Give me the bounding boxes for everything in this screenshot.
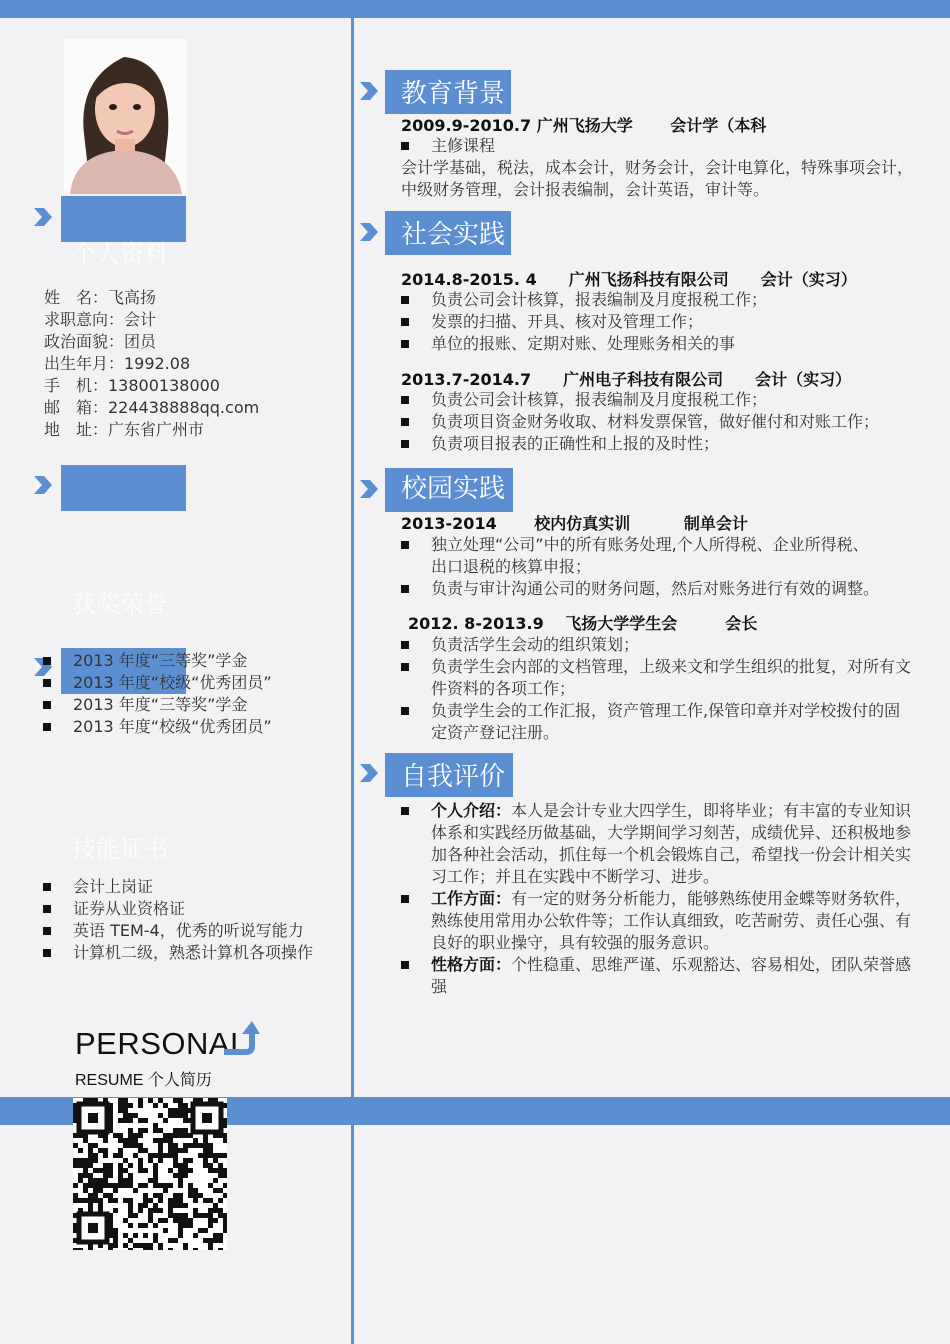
awards-list <box>43 650 272 738</box>
list-item: 英语 TEM-4，优秀的听说写能力 <box>43 920 313 942</box>
info-address: 地 址：广东省广州市 <box>44 420 205 439</box>
education-line: 2009.9-2010.7 广州飞扬大学 会计学（本科 <box>401 116 767 135</box>
skills-list <box>43 876 313 964</box>
job-duties <box>398 634 916 744</box>
profile-heading: 个人资料 <box>72 240 168 268</box>
chevron-right-icon <box>358 221 380 243</box>
item-label: 个人介绍： <box>431 801 512 820</box>
awards-heading: 获奖荣誉 <box>72 590 168 618</box>
list-item: 2013 年度“校级“优秀团员” <box>43 716 272 738</box>
info-political: 政治面貌：团员 <box>44 332 157 351</box>
list-item: 独立处理“公司”中的所有账务处理,个人所得税、企业所得税、出口退税的核算申报； <box>398 534 883 578</box>
column-divider-bottom <box>351 1125 354 1344</box>
self-heading: 自我评价 <box>401 762 506 792</box>
list-item <box>398 954 916 998</box>
qr-code <box>73 1098 227 1250</box>
list-item: 负责学生会内部的文档管理，上级来文和学生组织的批复，对所有文件资料的各项工作； <box>398 656 916 700</box>
job-title: 2013-2014 校内仿真实训 制单会计 <box>401 514 748 533</box>
list-item: 2013 年度“校级“优秀团员” <box>43 672 272 694</box>
list-item: 负责与审计沟通公司的财务问题，然后对账务进行有效的调整。 <box>398 578 883 600</box>
personal-info <box>44 287 259 441</box>
list-item: 负责活学生会动的组织策划； <box>398 634 916 656</box>
list-item: 发票的扫描、开具、核对及管理工作； <box>398 311 883 333</box>
info-name: 姓 名：飞高扬 <box>44 288 157 307</box>
list-item: 单位的报账、定期对账、处理账务相关的事 <box>398 333 883 355</box>
list-item: 负责公司会计核算，报表编制及月度报税工作； <box>398 289 883 311</box>
list-item <box>398 800 916 888</box>
skills-heading: 技能证书 <box>72 835 168 863</box>
list-item: 证券从业资格证 <box>43 898 313 920</box>
info-phone: 手 机：13800138000 <box>44 376 220 395</box>
social-heading: 社会实践 <box>401 220 506 250</box>
job-duties <box>398 289 883 355</box>
chevron-right-icon <box>32 474 54 496</box>
list-item: 2013 年度“三等奖”学金 <box>43 694 272 716</box>
job-duties <box>398 534 883 600</box>
chevron-right-icon <box>32 206 54 228</box>
list-item: 会计上岗证 <box>43 876 313 898</box>
item-label: 性格方面： <box>431 955 512 974</box>
info-birth: 出生年月：1992.08 <box>44 354 191 373</box>
list-item <box>398 888 916 954</box>
job-title: 2012. 8-2013.9 飞扬大学学生会 会长 <box>408 614 758 633</box>
chevron-right-icon <box>358 478 380 500</box>
education-courses: 会计学基础，税法，成本会计，财务会计，会计电算化，特殊事项会计，中级财务管理，会计报表编制，会计英语，审计等。 <box>401 158 914 199</box>
chevron-right-icon <box>358 762 380 784</box>
list-item: 计算机二级，熟悉计算机各项操作 <box>43 942 313 964</box>
list-item: 主修课程 <box>398 135 883 157</box>
arrow-up-icon <box>222 1018 260 1058</box>
list-item: 2013 年度“三等奖”学金 <box>43 650 272 672</box>
info-email: 邮 箱：224438888qq.com <box>44 398 260 417</box>
self-evaluation-list <box>398 800 916 998</box>
list-item: 负责学生会的工作汇报，资产管理工作,保管印章并对学校拨付的固定资产登记注册。 <box>398 700 916 744</box>
item-label: 工作方面： <box>431 889 512 908</box>
item-text: 个性稳重、思维严谨、乐观豁达、容易相处，团队荣誉感强 <box>431 955 912 996</box>
job-title: 2014.8-2015. 4 广州飞扬科技有限公司 会计（实习） <box>401 270 857 289</box>
list-item: 负责项目报表的正确性和上报的及时性； <box>398 433 883 455</box>
job-title: 2013.7-2014.7 广州电子科技有限公司 会计（实习） <box>401 370 852 389</box>
info-objective: 求职意向：会计 <box>44 310 157 329</box>
list-item: 负责公司会计核算，报表编制及月度报税工作； <box>398 389 883 411</box>
list-item: 负责项目资金财务收取、材料发票保管，做好催付和对账工作； <box>398 411 883 433</box>
campus-heading: 校园实践 <box>401 474 506 504</box>
column-divider <box>351 18 354 1097</box>
brand-title: PERSONAL <box>75 1026 248 1061</box>
job-duties <box>398 389 883 455</box>
item-text: 本人是会计专业大四学生，即将毕业；有丰富的专业知识体系和实践经历做基础，大学期间学习刻苦，成绩优异、还积极地参加各种社会活动，抓住每一个机会锻炼自己，希望找一份会计相关实习工作；并且在实践中不断学习、进步。 <box>431 801 912 886</box>
profile-photo <box>64 39 187 194</box>
brand-subtitle: RESUME 个人简历 <box>75 1072 212 1089</box>
education-list <box>398 135 883 157</box>
chevron-right-icon <box>358 80 380 102</box>
awards-heading-box <box>61 465 186 511</box>
item-text: 有一定的财务分析能力，能够熟练使用金蝶等财务软件，熟练使用常用办公软件等；工作认真细致，吃苦耐劳、责任心强、有良好的职业操守，具有较强的服务意识。 <box>431 889 912 952</box>
education-heading: 教育背景 <box>401 79 506 109</box>
top-band <box>0 0 950 18</box>
